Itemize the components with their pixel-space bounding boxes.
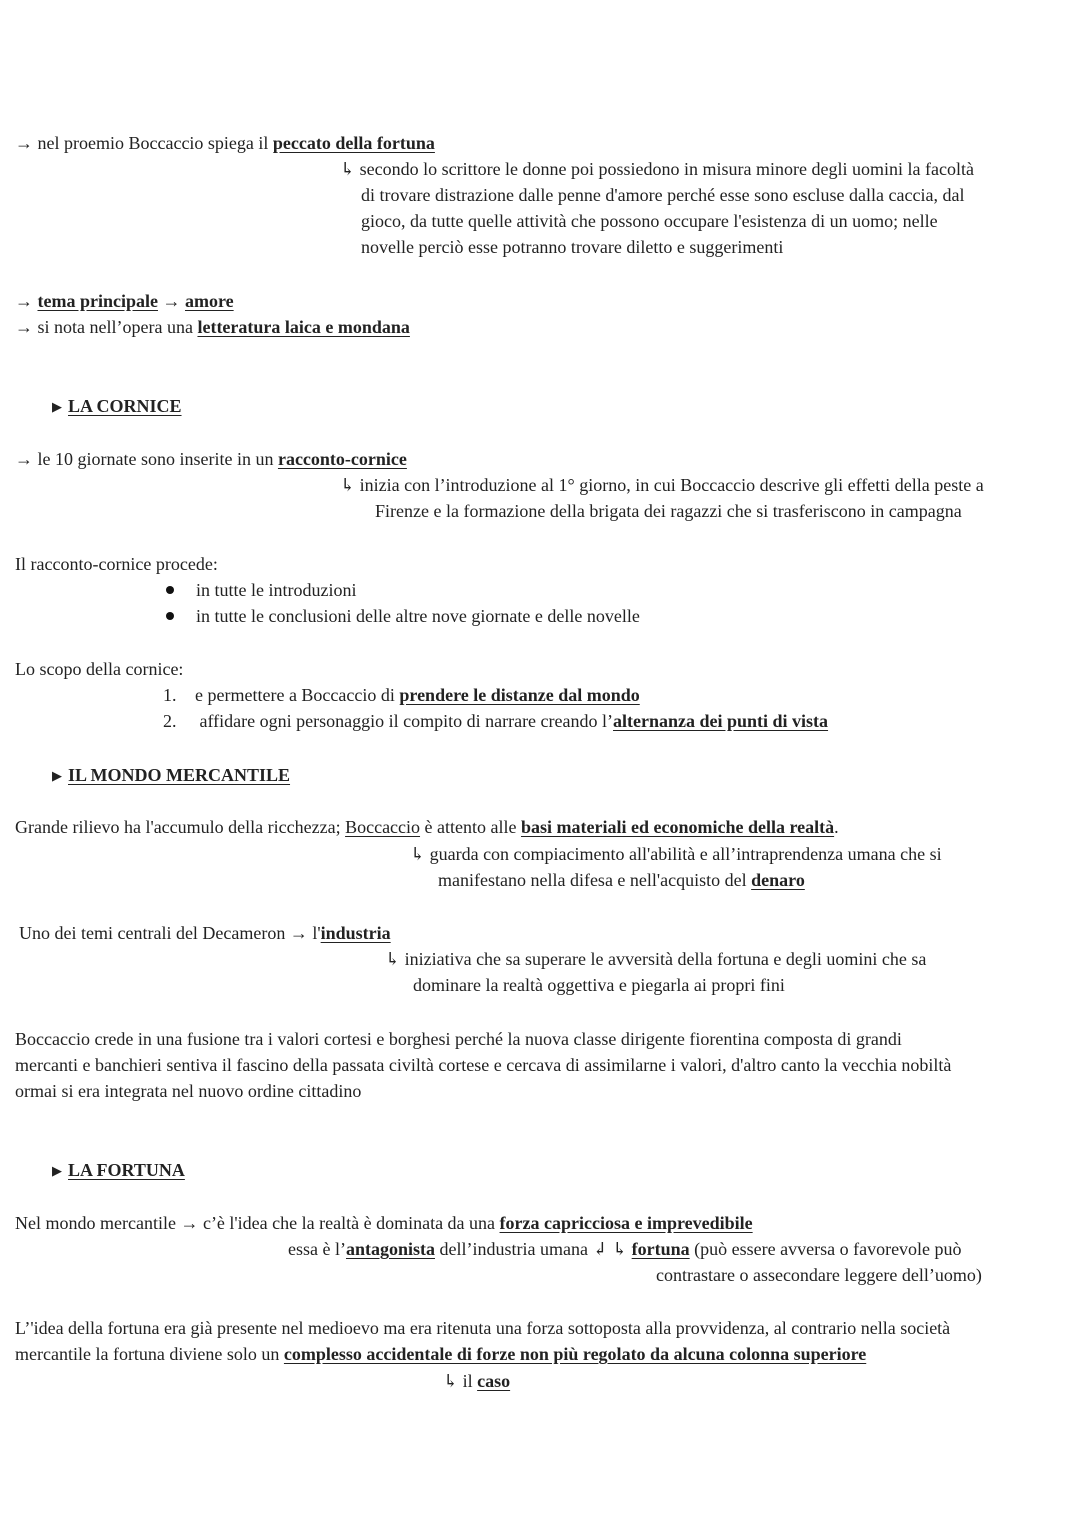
bullet-icon [166, 586, 174, 594]
arrow-icon: → [15, 133, 33, 153]
hook-arrow-icon: ↳ [410, 844, 426, 864]
return-arrow-icon: ↲ [592, 1239, 608, 1259]
arrow-icon: → [15, 449, 33, 469]
paragraph-line: mercantile la fortuna diviene solo un complesso accidentale di forze non più regolato da alcuna colonna superiore [15, 1344, 867, 1364]
list-item: in tutte le conclusioni delle altre nove giornate e delle novelle [166, 603, 640, 629]
paragraph-line: L’'idea della fortuna era già presente nel medioevo ma era ritenuta una forza sottoposta alla provvidenza, al contrario nella società [15, 1318, 951, 1338]
proemio-note-2: di trovare distrazione dalle penne d'amore perché esse sono escluse dalla caccia, dal [361, 185, 965, 205]
fortuna-line: Nel mondo mercantile → c’è l'idea che la realtà è dominata da una forza capricciosa e imprevedibile [15, 1213, 753, 1233]
triangle-bullet-icon: ▶ [52, 399, 62, 414]
list-item: in tutte le introduzioni [166, 577, 356, 603]
hook-arrow-icon: ↳ [443, 1371, 459, 1391]
arrow-icon: → [15, 317, 33, 337]
proemio-note-4: novelle perciò esse potranno trovare diletto e suggerimenti [361, 237, 784, 257]
hook-arrow-icon: ↳ [612, 1239, 628, 1259]
paragraph-line: ormai si era integrata nel nuovo ordine cittadino [15, 1081, 362, 1101]
section-heading-cornice: ▶ LA CORNICE [52, 396, 182, 416]
list-item: 1. e permettere a Boccaccio di prendere le distanze dal mondo [163, 685, 640, 705]
proemio-note-3: gioco, da tutte quelle attività che possono occupare l'esistenza di un uomo; nelle [361, 211, 938, 231]
triangle-bullet-icon: ▶ [52, 1163, 62, 1178]
section-heading-fortuna: ▶ LA FORTUNA [52, 1160, 185, 1180]
fortuna-note-2: contrastare o assecondare leggere dell’uomo) [656, 1265, 982, 1285]
cornice-note-2: Firenze e la formazione della brigata dei ragazzi che si trasferiscono in campagna [375, 501, 962, 521]
proemio-note-1: ↳ secondo lo scrittore le donne poi possiedono in misura minore degli uomini la facoltà [340, 159, 974, 179]
industria-note-1: ↳ iniziativa che sa superare le avversità della fortuna e degli uomini che sa [385, 949, 927, 969]
paragraph-line: Boccaccio crede in una fusione tra i valori cortesi e borghesi perché la nuova classe dirigente fiorentina composta di grandi [15, 1029, 902, 1049]
mercantile-note-2: manifestano nella difesa e nell'acquisto del denaro [438, 870, 805, 890]
arrow-icon: → [289, 923, 308, 943]
mercantile-line: Grande rilievo ha l'accumulo della ricchezza; Boccaccio è attento alle basi materiali ed economiche della realtà. [15, 817, 839, 837]
cornice-line: → le 10 giornate sono inserite in un racconto-cornice [15, 449, 407, 469]
arrow-icon: → [180, 1213, 199, 1233]
fortuna-note-1: essa è l’antagonista dell’industria umana ↲ ↳ fortuna (può essere avversa o favorevole può [288, 1239, 962, 1259]
proemio-line: → nel proemio Boccaccio spiega il peccato della fortuna [15, 133, 435, 153]
caso-line: ↳ il caso [443, 1371, 511, 1391]
industria-note-2: dominare la realtà oggettiva e piegarla ai propri fini [413, 975, 785, 995]
tema-line: → tema principale → amore [15, 291, 234, 311]
key-term: peccato della fortuna [272, 133, 435, 153]
hook-arrow-icon: ↳ [385, 949, 401, 969]
triangle-bullet-icon: ▶ [52, 768, 62, 783]
cornice-note-1: ↳ inizia con l’introduzione al 1° giorno, in cui Boccaccio descrive gli effetti della peste a [340, 475, 984, 495]
scopo-label: Lo scopo della cornice: [15, 659, 184, 679]
arrow-icon: → [162, 291, 181, 311]
temi-line: Uno dei temi centrali del Decameron → l'industria [19, 923, 391, 943]
bullet-icon [166, 612, 174, 620]
hook-arrow-icon: ↳ [340, 475, 356, 495]
mercantile-note-1: ↳ guarda con compiacimento all'abilità e all’intraprendenza umana che si [410, 844, 942, 864]
procede-label: Il racconto-cornice procede: [15, 554, 218, 574]
list-item: 2. affidare ogni personaggio il compito di narrare creando l’alternanza dei punti di vista [163, 711, 829, 731]
section-heading-mercantile: ▶ IL MONDO MERCANTILE [52, 765, 291, 785]
paragraph-line: mercanti e banchieri sentiva il fascino della passata civiltà cortese e cercava di assimilarne i valori, d'altro canto la vecchia nobiltà [15, 1055, 952, 1075]
arrow-icon: → [15, 291, 33, 311]
letteratura-line: → si nota nell’opera una letteratura laica e mondana [15, 317, 410, 337]
hook-arrow-icon: ↳ [340, 159, 356, 179]
